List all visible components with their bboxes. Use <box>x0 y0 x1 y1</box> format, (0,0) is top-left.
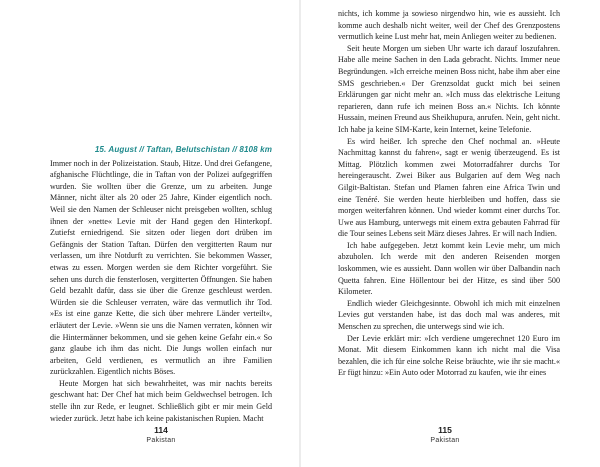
section-label: Pakistan <box>146 437 176 444</box>
section-label: Pakistan <box>430 437 460 444</box>
paragraph: nichts, ich komme ja sowieso nirgendwo hin, wie es aussieht. Ich komme auch deshalb nicht weiter, weil der Chef des Grenzpostens vermutlich keine Lust mehr hat, mein Anliegen weiter zu bedienen. <box>338 9 560 42</box>
paragraph: Es wird heißer. Ich spreche den Chef nochmal an. »Heute Nachmittag kannst du fahren«, sagt er wenig überzeugend. Es ist Mittag. Plötzlich kommen zwei Motorradfahrer durchs Tor hereingerauscht. Zwei Biker aus Bulgarien auf dem Weg nach Gilgit-Baltistan. Stefan und Plamen fahren eine Africa Twin und eine Tenéré. Sie werden heute hierbleiben und hoffen, dass sie morgen weiterfahren können. Und wieder kommt einer durchs Tor. Uwe aus Hamburg, unterwegs mit einem extra gebauten Fahrrad für die Tour seines Lebens seit März dieses Jahres. Er will nach Indien. <box>338 136 560 239</box>
paragraph: Seit heute Morgen um sieben Uhr warte ich darauf loszufahren. Habe alle meine Sachen in den Lada gebracht. Nichts. Immer neue Begründungen. »Ich erreiche meinen Boss nicht, habe ihm aber eine SMS geschrieben.« Der Grenzsoldat guckt mich bei seinen Erklärungen gar nicht mehr an. »Ich muss das elektrische Leitung reparieren, dann rufe ich meinen Boss an.« Nichts. Ich könnte Hussain, meinen Freund aus Sheikhupura, anrufen. Nein, geht nicht. Ich habe ja keine SIM-Karte, kein Internet, keine Telefonie. <box>338 43 560 134</box>
left-text-block <box>50 144 272 424</box>
paragraph: Endlich wieder Gleichgesinnte. Obwohl ich mich mit einzelnen Levies gut verstanden habe, ist das doch mal was anderes, mit Menschen zu sprechen, die unterwegs sind wie ich. <box>338 298 560 332</box>
paragraph: Immer noch in der Polizeistation. Staub, Hitze. Und drei Gefangene, afghanische Flüchtlinge, die in Taftan von der Polizei aufgegriffen wurden. Sie wollten über die Grenze, um zu arbeiten. Junge Männer, nicht älter als 20 oder 25 Jahre, Kinder eigentlich noch. Weil sie den Namen der Schleuser nicht preisgeben wollten, schlug ihnen der »nette« Levie mit der Hand gegen den Hinterkopf. Zutiefst erniedrigend. Sie sitzen oder liegen dort drüben im Gefängnis der Station Taftan. Dürfen den vergitterten Raum nur verlassen, um ihre Notdurft zu verrichten. Sie bekommen Wasser, etwas zu essen. Morgen werden sie dem Richter vorgeführt. Sie sehen uns durch die fensterlosen, vergitterten Öffnungen. Sie haben Geld bezahlt dafür, dass sie über die Grenze geschleust werden. Würden sie die Schleuser verraten, wäre das vermutlich ihr Tod. »Es ist eine ganze Kette, die sich über mehrere Länder verteilt«, erläutert der Levie. »Wenn sie uns die Namen verraten, können wir die Hintermänner bekommen, und sie gehen keine Gefahr ein.« So ganz glaube ich ihm das nicht. Die Jungs wollen einfach nur arbeiten, Geld verdienen, es vermutlich an ihre Familien zurückzahlen. Eigentlich nichts Böses. <box>50 158 272 377</box>
right-folio <box>395 425 495 446</box>
paragraph: Der Levie erklärt mir: »Ich verdiene umgerechnet 120 Euro im Monat. Mit diesem Einkommen kann ich nicht mal die Visa bezahlen, die ich für eine solche Reise bräuchte, wie ihr sie macht.« Er fügt hinzu: »Ein Auto oder Motorrad zu kaufen, wie ihr eines <box>338 333 560 378</box>
paragraph: Ich habe aufgegeben. Jetzt kommt kein Levie mehr, um mich abzuholen. Ich werde mit den anderen Reisenden morgen loskommen, wie es aussieht. Dann wollen wir über Dalbandin nach Quetta fahren. Eine Höllentour bei der Hitze, es sind über 500 Kilometer. <box>338 240 560 297</box>
page-number: 114 <box>154 425 168 435</box>
right-text-block <box>338 8 560 379</box>
page-number: 115 <box>438 425 452 435</box>
paragraph: Heute Morgen hat sich bewahrheitet, was mir nachts bereits geschwant hat: Der Chef hat mich beim Geldwechsel betrogen. Ich stelle ihn zur Rede, er leugnet. Schließlich gibt er mir mein Geld wieder zurück. Jetzt habe ich keine pakistanischen Rupien. Macht <box>50 378 272 423</box>
dateline: 15. August // Taftan, Belutschistan // 8108 km <box>94 145 272 154</box>
left-folio <box>111 425 211 446</box>
right-page <box>300 0 600 467</box>
